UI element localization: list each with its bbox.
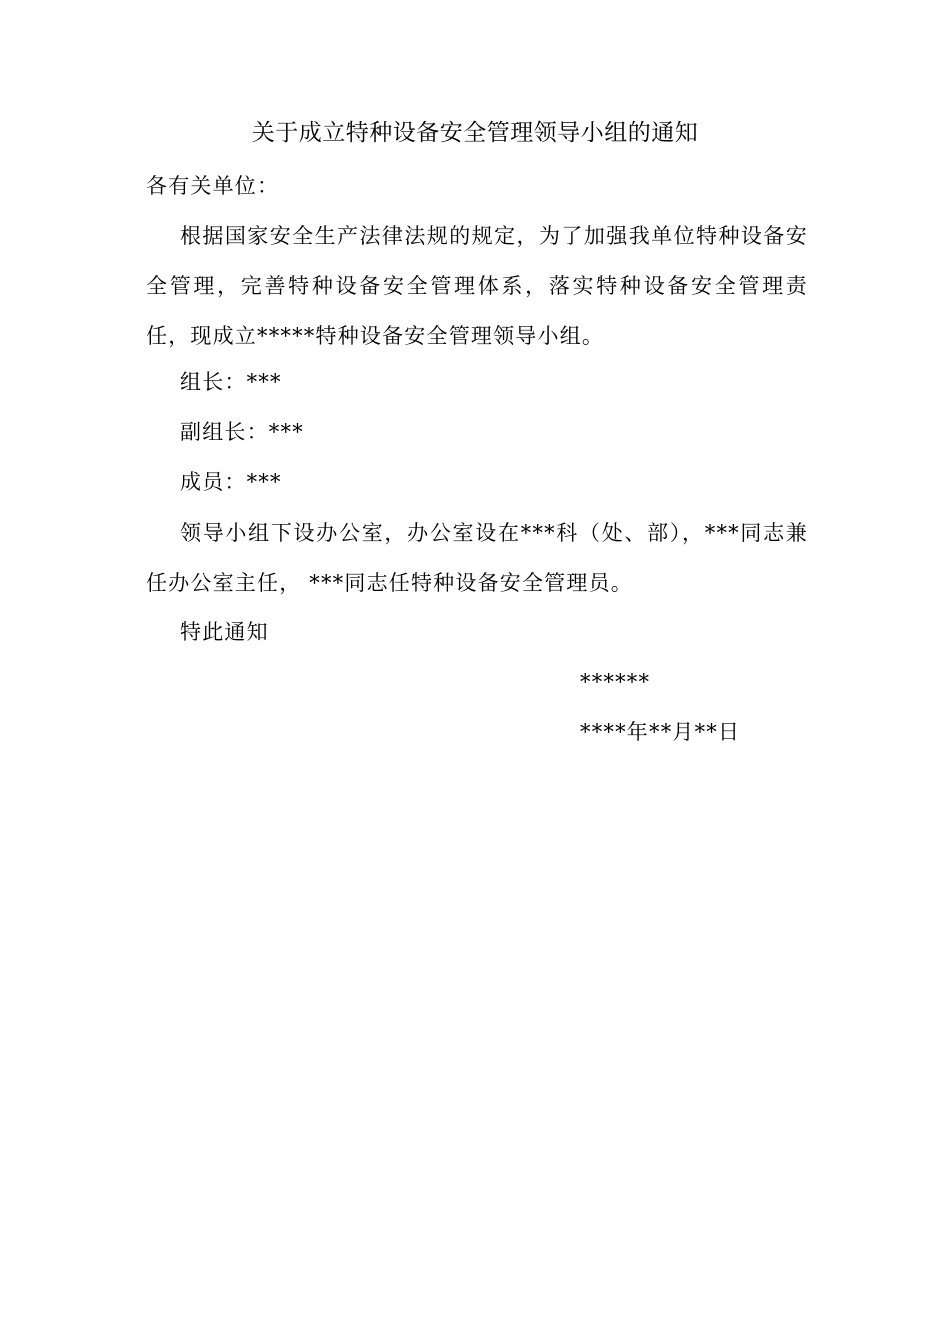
deputy-leader-line: 副组长：*** (180, 420, 304, 444)
signature-date: ****年**月**日 (580, 720, 741, 744)
group-leader-line: 组长：*** (180, 370, 282, 394)
paragraph-office: 领导小组下设办公室，办公室设在***科（处、部），***同志兼任办公室主任， ***同志任特种设备安全管理员。 (146, 521, 808, 595)
salutation: 各有关单位： (146, 174, 280, 198)
document-title: 关于成立特种设备安全管理领导小组的通知 (251, 120, 699, 146)
members-line: 成员：*** (180, 470, 282, 494)
signature-organization: ****** (580, 670, 651, 694)
paragraph-purpose: 根据国家安全生产法律法规的规定，为了加强我单位特种设备安全管理，完善特种设备安全管理体系，落实特种设备安全管理责任，现成立*****特种设备安全管理领导小组。 (146, 224, 808, 348)
closing-line: 特此通知 (180, 620, 269, 644)
